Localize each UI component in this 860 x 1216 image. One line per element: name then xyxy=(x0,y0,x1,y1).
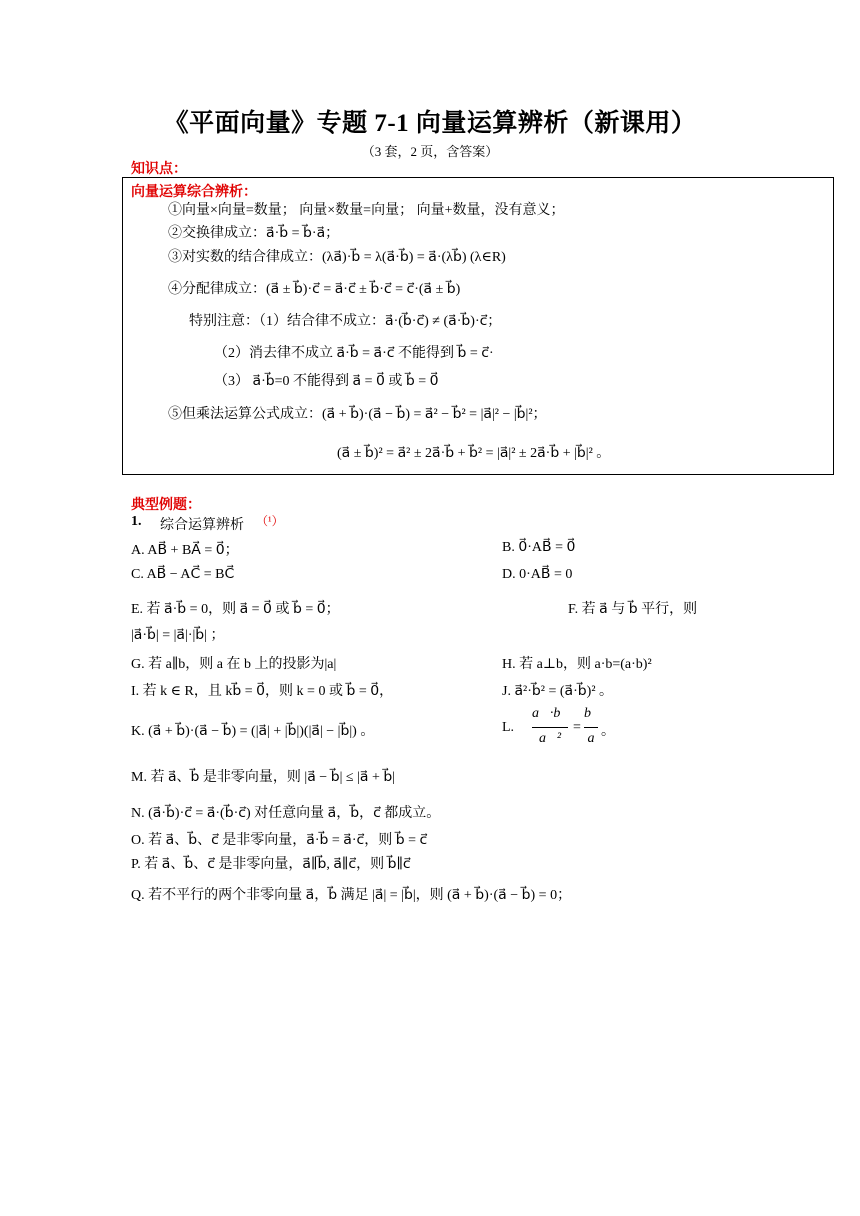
item-m: M. 若 a⃗、b⃗ 是非零向量，则 |a⃗ − b⃗| ≤ |a⃗ + b⃗| xyxy=(131,770,396,785)
rule-line-3: ③对实数的结合律成立：(λa⃗)·b⃗ = λ(a⃗·b⃗) = a⃗·(λb⃗) (λ∈R) xyxy=(168,250,506,265)
item-l-rhs-bar xyxy=(584,727,598,728)
question-number: 1. xyxy=(131,514,142,529)
item-l-end: 。 xyxy=(601,724,615,739)
item-l-fraction-bar xyxy=(532,727,568,728)
item-d: D. 0·AB⃗ = 0 xyxy=(502,567,573,582)
item-e: E. 若 a⃗·b⃗ = 0，则 a⃗ = 0⃗ 或 b⃗ = 0⃗； xyxy=(131,602,340,617)
item-k: K. (a⃗ + b⃗)·(a⃗ − b⃗) = (|a⃗| + |b⃗|)(|a⃗| − |b⃗|) 。 xyxy=(131,724,375,739)
page-title: 《平面向量》专题 7-1 向量运算辨析（新课用） xyxy=(163,110,697,137)
item-i: I. 若 k ∈ R，且 kb⃗ = 0⃗，则 k = 0 或 b⃗ = 0⃗， xyxy=(131,684,394,699)
item-q: Q. 若不平行的两个非零向量 a⃗，b⃗ 满足 |a⃗| = |b⃗|，则 (a⃗ + b⃗)·(a⃗ − b⃗) = 0； xyxy=(131,888,572,903)
box-heading: 向量运算综合辨析： xyxy=(131,185,257,200)
item-c: C. AB⃗ − AC⃗ = BC⃗ xyxy=(131,567,235,582)
item-h: H. 若 a⊥b，则 a·b=(a·b)² xyxy=(502,657,652,672)
item-a: A. AB⃗ + BA⃗ = 0⃗； xyxy=(131,543,239,558)
question-text: 综合运算辨析 xyxy=(160,518,244,533)
item-o: O. 若 a⃗、b⃗、c⃗ 是非零向量，a⃗·b⃗ = a⃗·c⃗，则 b⃗ = c⃗ xyxy=(131,833,428,848)
item-p: P. 若 a⃗、b⃗、c⃗ 是非零向量，a⃗∥b⃗, a⃗∥c⃗，则 b⃗∥c⃗ xyxy=(131,857,411,872)
item-f-continued: |a⃗·b⃗| = |a⃗|·|b⃗| ； xyxy=(131,628,225,643)
item-l-numerator: a⃗·b⃗ xyxy=(532,706,572,721)
rule-line-7: （3） a⃗·b⃗=0 不能得到 a⃗ = 0⃗ 或 b⃗ = 0⃗ xyxy=(214,374,439,389)
examples-heading: 典型例题： xyxy=(131,498,201,513)
item-f: F. 若 a⃗ 与 b⃗ 平行，则 xyxy=(568,602,698,617)
question-footnote: （¹） xyxy=(256,514,284,528)
item-n: N. (a⃗·b⃗)·c⃗ = a⃗·(b⃗·c⃗) 对任意向量 a⃗，b⃗，c⃗ 都成立。 xyxy=(131,806,441,821)
rule-line-9: (a⃗ ± b⃗)² = a⃗² ± 2a⃗·b⃗ + b⃗² = |a⃗|² ± 2a⃗·b⃗ + |b⃗|² 。 xyxy=(337,446,611,461)
item-l-rhs-numerator: b⃗ xyxy=(584,706,602,721)
rule-line-4: ④分配律成立：(a⃗ ± b⃗)·c⃗ = a⃗·c⃗ ± b⃗·c⃗ = c⃗·(a⃗ ± b⃗) xyxy=(168,282,461,297)
item-l-rhs-denominator: a xyxy=(587,731,595,746)
rule-line-5: 特别注意：（1）结合律不成立：a⃗·(b⃗·c⃗) ≠ (a⃗·b⃗)·c⃗； xyxy=(189,314,502,329)
rule-line-8: ⑤但乘法运算公式成立：(a⃗ + b⃗)·(a⃗ − b⃗) = a⃗² − b⃗² = |a⃗|² − |b⃗|²； xyxy=(168,407,547,422)
rule-line-6: （2）消去律不成立 a⃗·b⃗ = a⃗·c⃗ 不能得到 b⃗ = c⃗· xyxy=(214,346,494,361)
knowledge-heading: 知识点： xyxy=(131,162,187,177)
page-subtitle: （3 套，2 页，含答案） xyxy=(361,144,499,159)
rule-line-2: ②交换律成立：a⃗·b⃗ = b⃗·a⃗； xyxy=(168,226,340,241)
item-l-equals: = xyxy=(573,720,581,735)
item-g: G. 若 a∥b，则 a 在 b 上的投影为|a| xyxy=(131,657,337,672)
item-b: B. 0⃗·AB⃗ = 0⃗ xyxy=(502,540,576,555)
item-l-denominator: a⃗² xyxy=(538,731,562,746)
rule-line-1: ①向量×向量=数量； 向量×数量=向量； 向量+数量，没有意义； xyxy=(168,203,565,218)
item-j: J. a⃗²·b⃗² = (a⃗·b⃗)² 。 xyxy=(502,684,614,699)
item-l-label: L. xyxy=(502,720,515,735)
